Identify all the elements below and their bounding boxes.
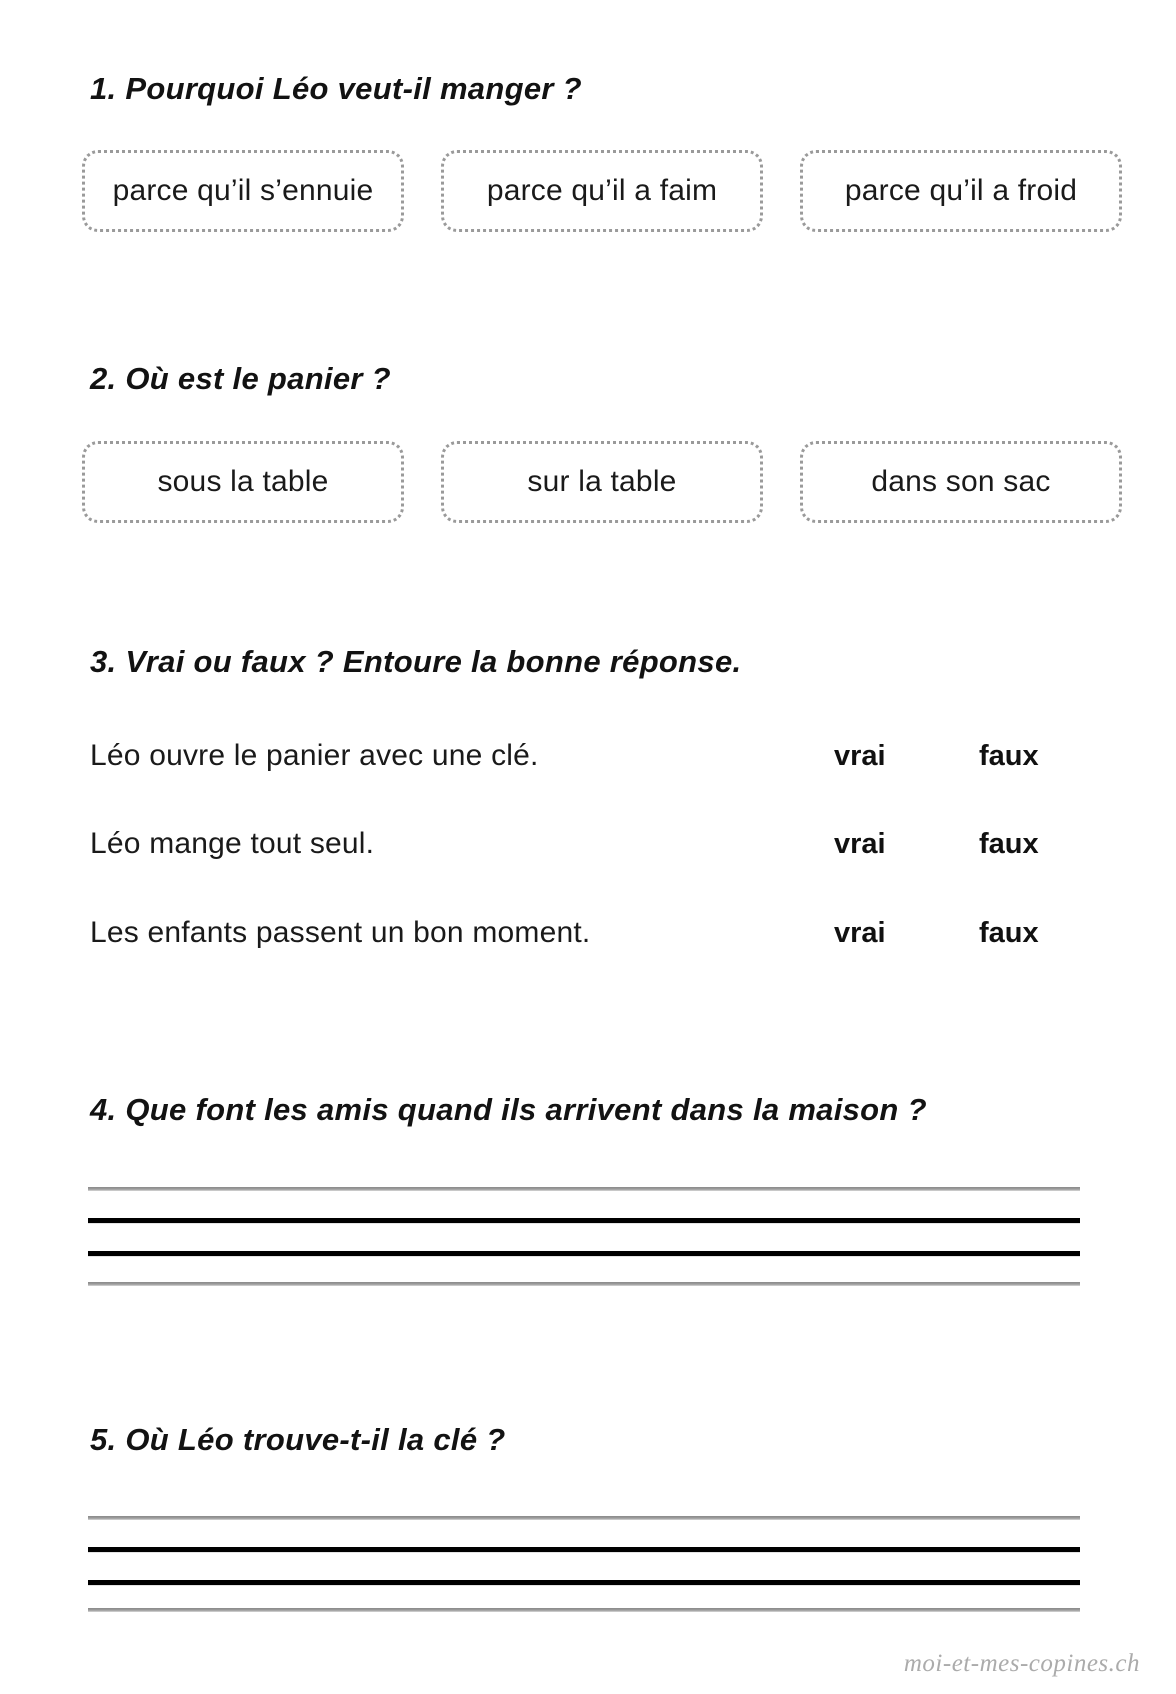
question-3-title: 3. Vrai ou faux ? Entoure la bonne réponse. — [90, 644, 742, 679]
faux-option-3[interactable]: faux — [979, 917, 1039, 949]
q1-option-faim[interactable] — [441, 150, 763, 232]
q1-option-froid[interactable] — [800, 150, 1122, 232]
question-2-options — [82, 441, 1122, 523]
vrai-faux-row-3 — [0, 914, 1176, 952]
writing-line-black — [88, 1218, 1080, 1223]
writing-line-gray — [88, 1608, 1080, 1612]
vrai-faux-row-1 — [0, 737, 1176, 775]
vrai-option-3[interactable]: vrai — [834, 917, 886, 949]
q2-option-dans-son-sac-label: dans son sac — [871, 465, 1051, 498]
question-1-title: 1. Pourquoi Léo veut-il manger ? — [90, 71, 582, 106]
faux-option-2[interactable]: faux — [979, 828, 1039, 860]
q2-option-sous-la-table[interactable] — [82, 441, 404, 523]
writing-line-black — [88, 1580, 1080, 1585]
q2-option-sur-la-table[interactable] — [441, 441, 763, 523]
q1-option-ennuie-label: parce qu’il s’ennuie — [112, 174, 374, 207]
vrai-faux-row-2 — [0, 825, 1176, 863]
question-5-title: 5. Où Léo trouve-t-il la clé ? — [90, 1422, 506, 1457]
faux-option-1[interactable]: faux — [979, 740, 1039, 772]
q1-option-ennuie[interactable] — [82, 150, 404, 232]
question-1-options — [82, 150, 1122, 232]
statement-1: Léo ouvre le panier avec une clé. — [90, 739, 539, 772]
question-4-title: 4. Que font les amis quand ils arrivent dans la maison ? — [90, 1092, 927, 1127]
question-2-title: 2. Où est le panier ? — [90, 361, 391, 396]
q2-option-sur-la-table-label: sur la table — [527, 465, 677, 498]
writing-line-gray — [88, 1187, 1080, 1191]
statement-3: Les enfants passent un bon moment. — [90, 916, 591, 949]
writing-line-black — [88, 1547, 1080, 1552]
q1-option-froid-label: parce qu’il a froid — [844, 174, 1078, 207]
writing-line-black — [88, 1251, 1080, 1256]
writing-line-gray — [88, 1516, 1080, 1520]
q1-option-faim-label: parce qu’il a faim — [486, 174, 718, 207]
writing-line-gray — [88, 1282, 1080, 1286]
vrai-option-2[interactable]: vrai — [834, 828, 886, 860]
site-credit: moi-et-mes-copines.ch — [903, 1650, 1140, 1677]
q2-option-sous-la-table-label: sous la table — [157, 465, 329, 498]
statement-2: Léo mange tout seul. — [90, 827, 375, 860]
vrai-option-1[interactable]: vrai — [834, 740, 886, 772]
q2-option-dans-son-sac[interactable] — [800, 441, 1122, 523]
